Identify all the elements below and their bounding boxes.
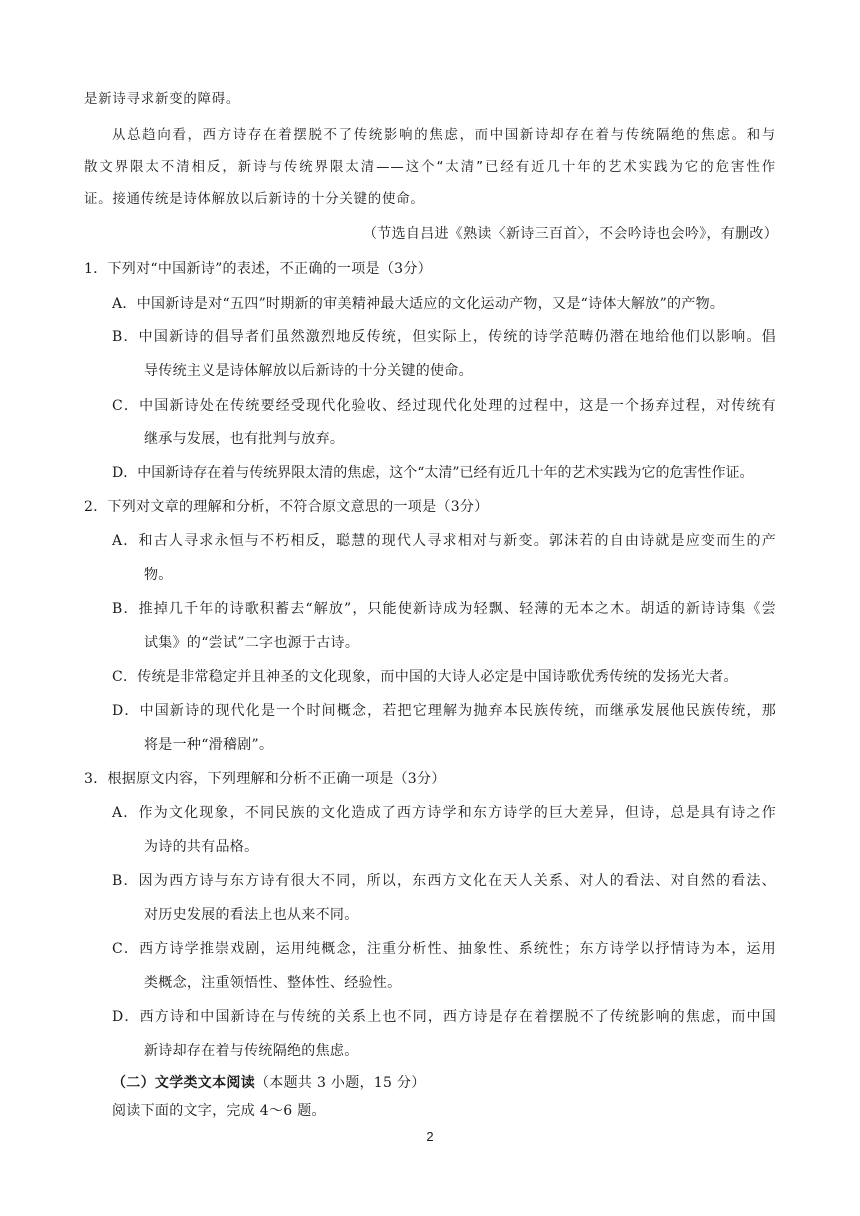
- passage-source: （节选自吕进《熟读〈新诗三百首〉，不会吟诗也会吟》，有删改）: [363, 226, 778, 242]
- option-b-continued: 对历史发展的看法上也从来不同。: [144, 907, 359, 923]
- option-c-continued: 继承与发展，也有批判与放弃。: [144, 431, 345, 447]
- option-d: D．西方诗和中国新诗在与传统的关系上也不同，西方诗是存在着摆脱不了传统影响的焦虑，而中国: [112, 1009, 776, 1025]
- section-note: （本题共 3 小题，15 分）: [255, 1075, 426, 1091]
- option-b-continued: 试集》的“尝试”二字也源于古诗。: [144, 635, 360, 651]
- option-d: D．中国新诗的现代化是一个时间概念，若把它理解为抛弃本民族传统，而继承发展他民族传统，那: [112, 703, 776, 719]
- section-title: （二）文学类文本阅读: [112, 1075, 255, 1091]
- option-c: C．中国新诗处在传统要经受现代化验收、经过现代化处理的过程中，这是一个扬弃过程，对传统有: [112, 398, 776, 414]
- option-a: A．和古人寻求永恒与不朽相反，聪慧的现代人寻求相对与新变。郭沫若的自由诗就是应变而生的产: [112, 533, 776, 549]
- option-d: D．中国新诗存在着与传统界限太清的焦虑，这个“太清”已经有近几十年的艺术实践为它的危害性作证。: [112, 465, 754, 481]
- question-stem: 2．下列对文章的理解和分析，不符合原文意思的一项是（3分）: [84, 499, 489, 515]
- option-c: C．西方诗学推崇戏剧，运用纯概念，注重分析性、抽象性、系统性；东方诗学以抒情诗为本，运用: [112, 941, 776, 957]
- option-d-continued: 将是一种“滑稽剧”。: [144, 737, 274, 753]
- option-c: C．传统是非常稳定并且神圣的文化现象，而中国的大诗人必定是中国诗歌优秀传统的发扬光大者。: [112, 669, 738, 685]
- option-a-continued: 为诗的共有品格。: [144, 839, 259, 855]
- option-b-continued: 导传统主义是诗体解放以后新诗的十分关键的使命。: [144, 363, 473, 379]
- passage-line: 是新诗寻求新变的障碍。: [84, 92, 241, 107]
- option-d-continued: 新诗却存在着与传统隔绝的焦虑。: [144, 1043, 359, 1059]
- option-c-continued: 类概念，注重领悟性、整体性、经验性。: [144, 975, 402, 991]
- option-b: B．因为西方诗与东方诗有很大不同，所以，东西方文化在天人关系、对人的看法、对自然的看法、: [112, 873, 776, 889]
- section-heading: [112, 1073, 426, 1093]
- page-number: 2: [426, 1129, 434, 1144]
- passage-line: 证。接通传统是诗体解放以后新诗的十分关键的使命。: [84, 192, 425, 207]
- question-stem: 1．下列对“中国新诗”的表述，不正确的一项是（3分）: [84, 261, 432, 277]
- option-a: A．作为文化现象，不同民族的文化造成了西方诗学和东方诗学的巨大差异，但诗，总是具有诗之作: [112, 805, 776, 821]
- passage-line: 散文界限太不清相反，新诗与传统界限太清——这个“太清”已经有近几十年的艺术实践为它的危害性作: [84, 160, 776, 175]
- passage-line: 从总趋向看，西方诗存在着摆脱不了传统影响的焦虑，而中国新诗却存在着与传统隔绝的焦虑。和与: [112, 128, 776, 143]
- question-stem: 3．根据原文内容，下列理解和分析不正确一项是（3分）: [84, 771, 446, 787]
- section-instruction: 阅读下面的文字，完成 4～6 题。: [112, 1103, 326, 1119]
- option-b: B．推掉几千年的诗歌积蓄去“解放”，只能使新诗成为轻飘、轻薄的无本之木。胡适的新诗诗集《尝: [112, 601, 776, 617]
- option-b: B．中国新诗的倡导者们虽然激烈地反传统，但实际上，传统的诗学范畴仍潜在地给他们以影响。倡: [112, 329, 776, 345]
- option-a: A．中国新诗是对“五四”时期新的审美精神最大适应的文化运动产物，又是“诗体大解放”的产物。: [112, 296, 725, 312]
- option-a-continued: 物。: [144, 567, 173, 583]
